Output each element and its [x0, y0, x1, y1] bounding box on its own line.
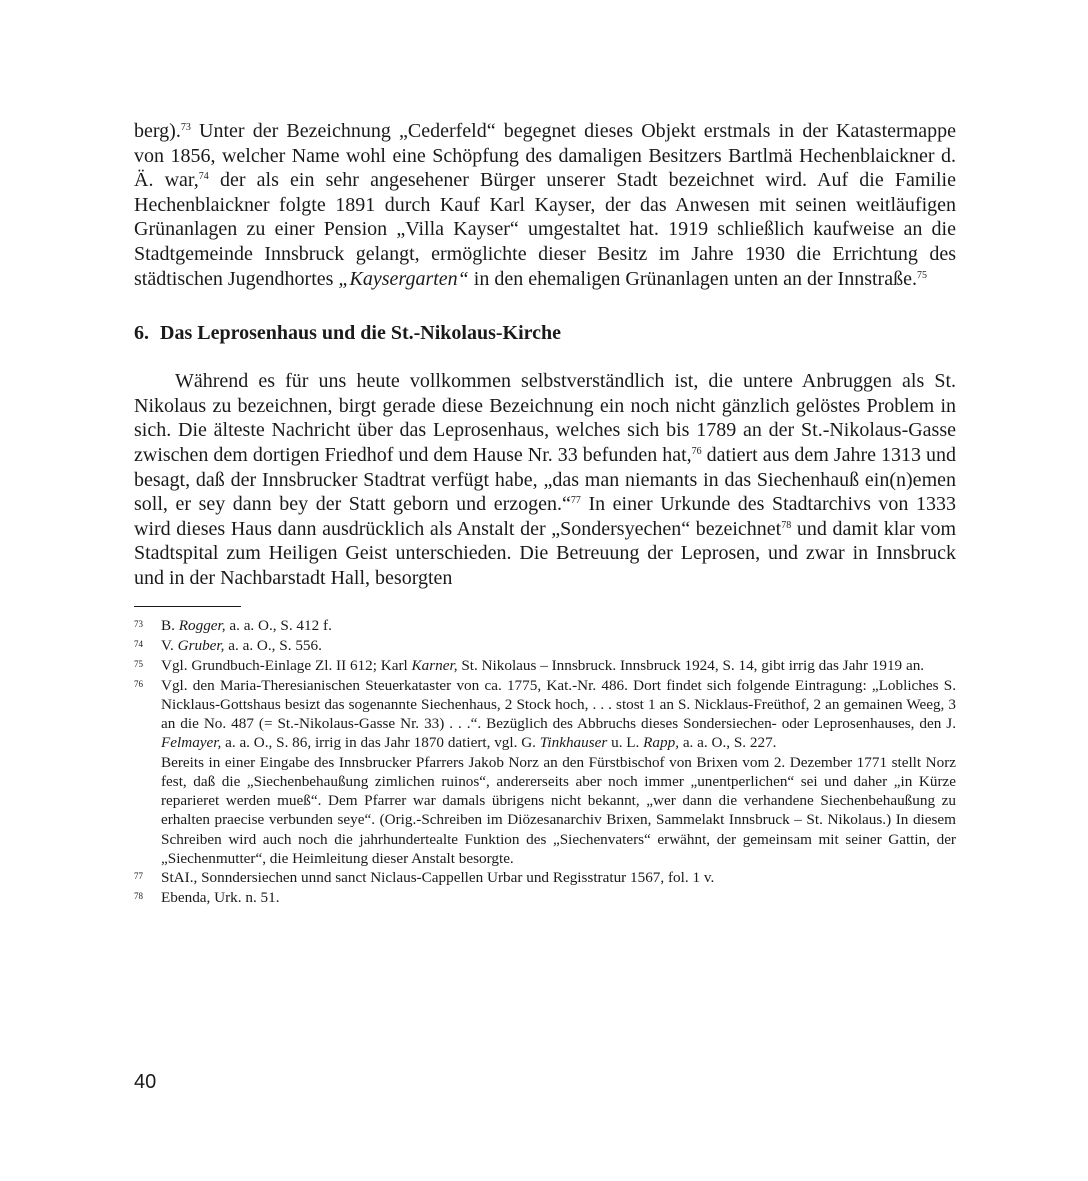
text-run: B. [161, 616, 179, 634]
paragraph-continuation [134, 119, 956, 291]
footnote-number: 77 [134, 870, 143, 881]
footnote-75 [134, 656, 956, 675]
footnote-ref-78: 78 [781, 519, 792, 531]
footnote-78 [134, 888, 956, 907]
section-number: 6. [134, 322, 149, 345]
text-run: a. a. O., S. 227. [679, 734, 777, 752]
footnote-continuation: Bereits in einer Eingabe des Innsbrucker Pfarrers Jakob Norz an den Fürstbischof von Brixen vom 2. Dezember 1771 stellt Norz fest, daß die „Siechenbehaußung zimlichen ruinos“, andererseits aber noch immer „unentperlichen“ sei und daher „in Kürze reparieret werden mueß“. Dem Pfarrer war damals übrigens nicht bekannt, „wer dann die verhandene Siechenbehaußung zu erhalten praecise verbunden seye“. (Orig.-Schreiben im Diözesanarchiv Brixen, Sammelakt Innsbruck – St. Nikolaus.) In diesem Schreiben wird auch noch die jahrhundertealte Funktion des „Siechenvaters“ erwähnt, der gemeinsam mit seiner Gattin, der „Siechenmutter“, die Heimleitung dieser Anstalt besorgte. [161, 754, 956, 867]
text-run: Während es für uns heute vollkommen selbstverständlich ist, die untere Anbruggen als St. Nikolaus zu bezeichnen, birgt gerade diese Bezeichnung ein noch nicht gänzlich gelöstes Problem in sich. Die älteste Nachricht über das Leprosenhaus, welches sich bis 1789 an der St.-Nikolaus-Gasse zwischen dem dortigen Friedhof und dem Hause Nr. 33 befunden hat, [134, 370, 956, 466]
italic-text: Rapp, [643, 734, 680, 752]
text-run: In einer Urkunde des Stadtarchivs von 1333 wird dieses Haus dann ausdrücklich als Anstalt der „Sondersyechen“ bezeichnet [134, 493, 956, 540]
italic-text: Gruber, [177, 636, 225, 654]
footnote-text [161, 616, 956, 635]
paragraph-leprosenhaus [134, 369, 956, 590]
text-run: V. [161, 636, 178, 654]
footnote-text [161, 888, 956, 907]
footnote-number: 74 [134, 638, 143, 649]
text-run: Vgl. den Maria-Theresianischen Steuerkataster von ca. 1775, Kat.-Nr. 486. Dort findet sich folgende Eintragung: „Lobliches S. Nicklaus-Gottshaus besizt das sogenannte Siechenhaus, 2 Stock hoch, . . . stost 1 an S. Nicklaus-Freüthof, 2 an gemainen Weeg, 3 an die No. 487 (= St.-Nikolaus-Gasse Nr. 33) . . .“. Bezüglich des Abbruchs dieses Sondersiechen- oder Leprosenhauses, den J. [161, 676, 956, 732]
section-title: Das Leprosenhaus und die St.-Nikolaus-Kirche [160, 322, 562, 345]
text-run: a. a. O., S. 86, irrig in das Jahr 1870 datiert, vgl. G. [221, 734, 540, 752]
page-number: 40 [134, 1071, 157, 1093]
footnotes [134, 616, 956, 907]
footnote-text [161, 636, 956, 655]
text-run: der als ein sehr angesehener Bürger unserer Stadt bezeichnet wird. Auf die Familie Hechenblaickner folgte 1891 durch Kauf Karl Kayser, der das Anwesen mit seinen weitläufigen Grünanlagen zu einer Pension „Villa Kayser“ umgestaltet hat. 1919 schließlich kaufweise an die Stadtgemeinde Innsbruck gelangt, ermöglichte dieser Besitz im Jahre 1930 die Errichtung des städtischen Jugendhortes [134, 169, 956, 290]
footnote-text [161, 656, 956, 675]
text-run: a. a. O., S. 556. [224, 636, 322, 654]
footnote-73 [134, 616, 956, 635]
text-run: u. L. [607, 734, 644, 752]
footnote-ref-73: 73 [180, 122, 191, 133]
footnote-divider [134, 606, 241, 607]
footnote-number: 75 [134, 658, 143, 669]
text-run: und damit klar vom Stadtspital zum Heiligen Geist unterschieden. Die Betreuung der Leprosen, und zwar in Innsbruck und in der Nachbarstadt Hall, besorgten [134, 517, 956, 589]
footnote-74 [134, 636, 956, 655]
footnote-ref-74: 74 [198, 171, 209, 183]
text-run: in den ehemaligen Grünanlagen unten an der Innstraße. [468, 267, 917, 290]
footnote-ref-76: 76 [691, 445, 702, 457]
page-content [134, 119, 956, 908]
text-run: St. Nikolaus – Innsbruck. Innsbruck 1924, S. 14, gibt irrig das Jahr 1919 an. [457, 656, 925, 674]
italic-text: Rogger, [178, 616, 226, 634]
footnote-text [161, 868, 956, 887]
italic-text: „Kaysergarten“ [338, 267, 469, 290]
footnote-ref-75: 75 [916, 269, 927, 281]
text-run: datiert aus dem Jahre 1313 und besagt, daß der Innsbrucker Stadtrat verfügt habe, „das man niemants in das Siechenhauß ein(n)emen soll, er sey dann bey der Statt geborn und erzogen.“ [134, 443, 957, 516]
text-run: Unter der Bezeichnung „Cederfeld“ begegnet dieses Objekt erstmals in der Katastermappe von 1856, welcher Name wohl eine Schöpfung des damaligen Besitzers Bartlmä Hechenblaickner d. Ä. war, [134, 120, 956, 192]
footnote-number: 78 [134, 890, 143, 901]
italic-text: Tinkhauser [539, 734, 608, 752]
footnote-ref-77: 77 [570, 495, 581, 507]
italic-text: Felmayer, [161, 734, 222, 752]
footnote-number: 73 [134, 618, 143, 629]
footnote-76 [134, 676, 956, 752]
italic-text: Karner, [411, 656, 458, 674]
section-heading [134, 321, 956, 345]
text-run: Ebenda, Urk. n. 51. [161, 888, 280, 906]
footnote-77 [134, 868, 956, 887]
text-run: StAI., Sonndersiechen unnd sanct Niclaus-Cappellen Urbar und Regisstratur 1567, fol. 1 v. [161, 868, 715, 886]
footnote-number: 76 [134, 678, 143, 689]
text-run: berg). [134, 120, 181, 142]
text-run: a. a. O., S. 412 f. [225, 616, 332, 634]
footnote-text [161, 676, 956, 752]
text-run: Vgl. Grundbuch-Einlage Zl. II 612; Karl [161, 656, 412, 674]
